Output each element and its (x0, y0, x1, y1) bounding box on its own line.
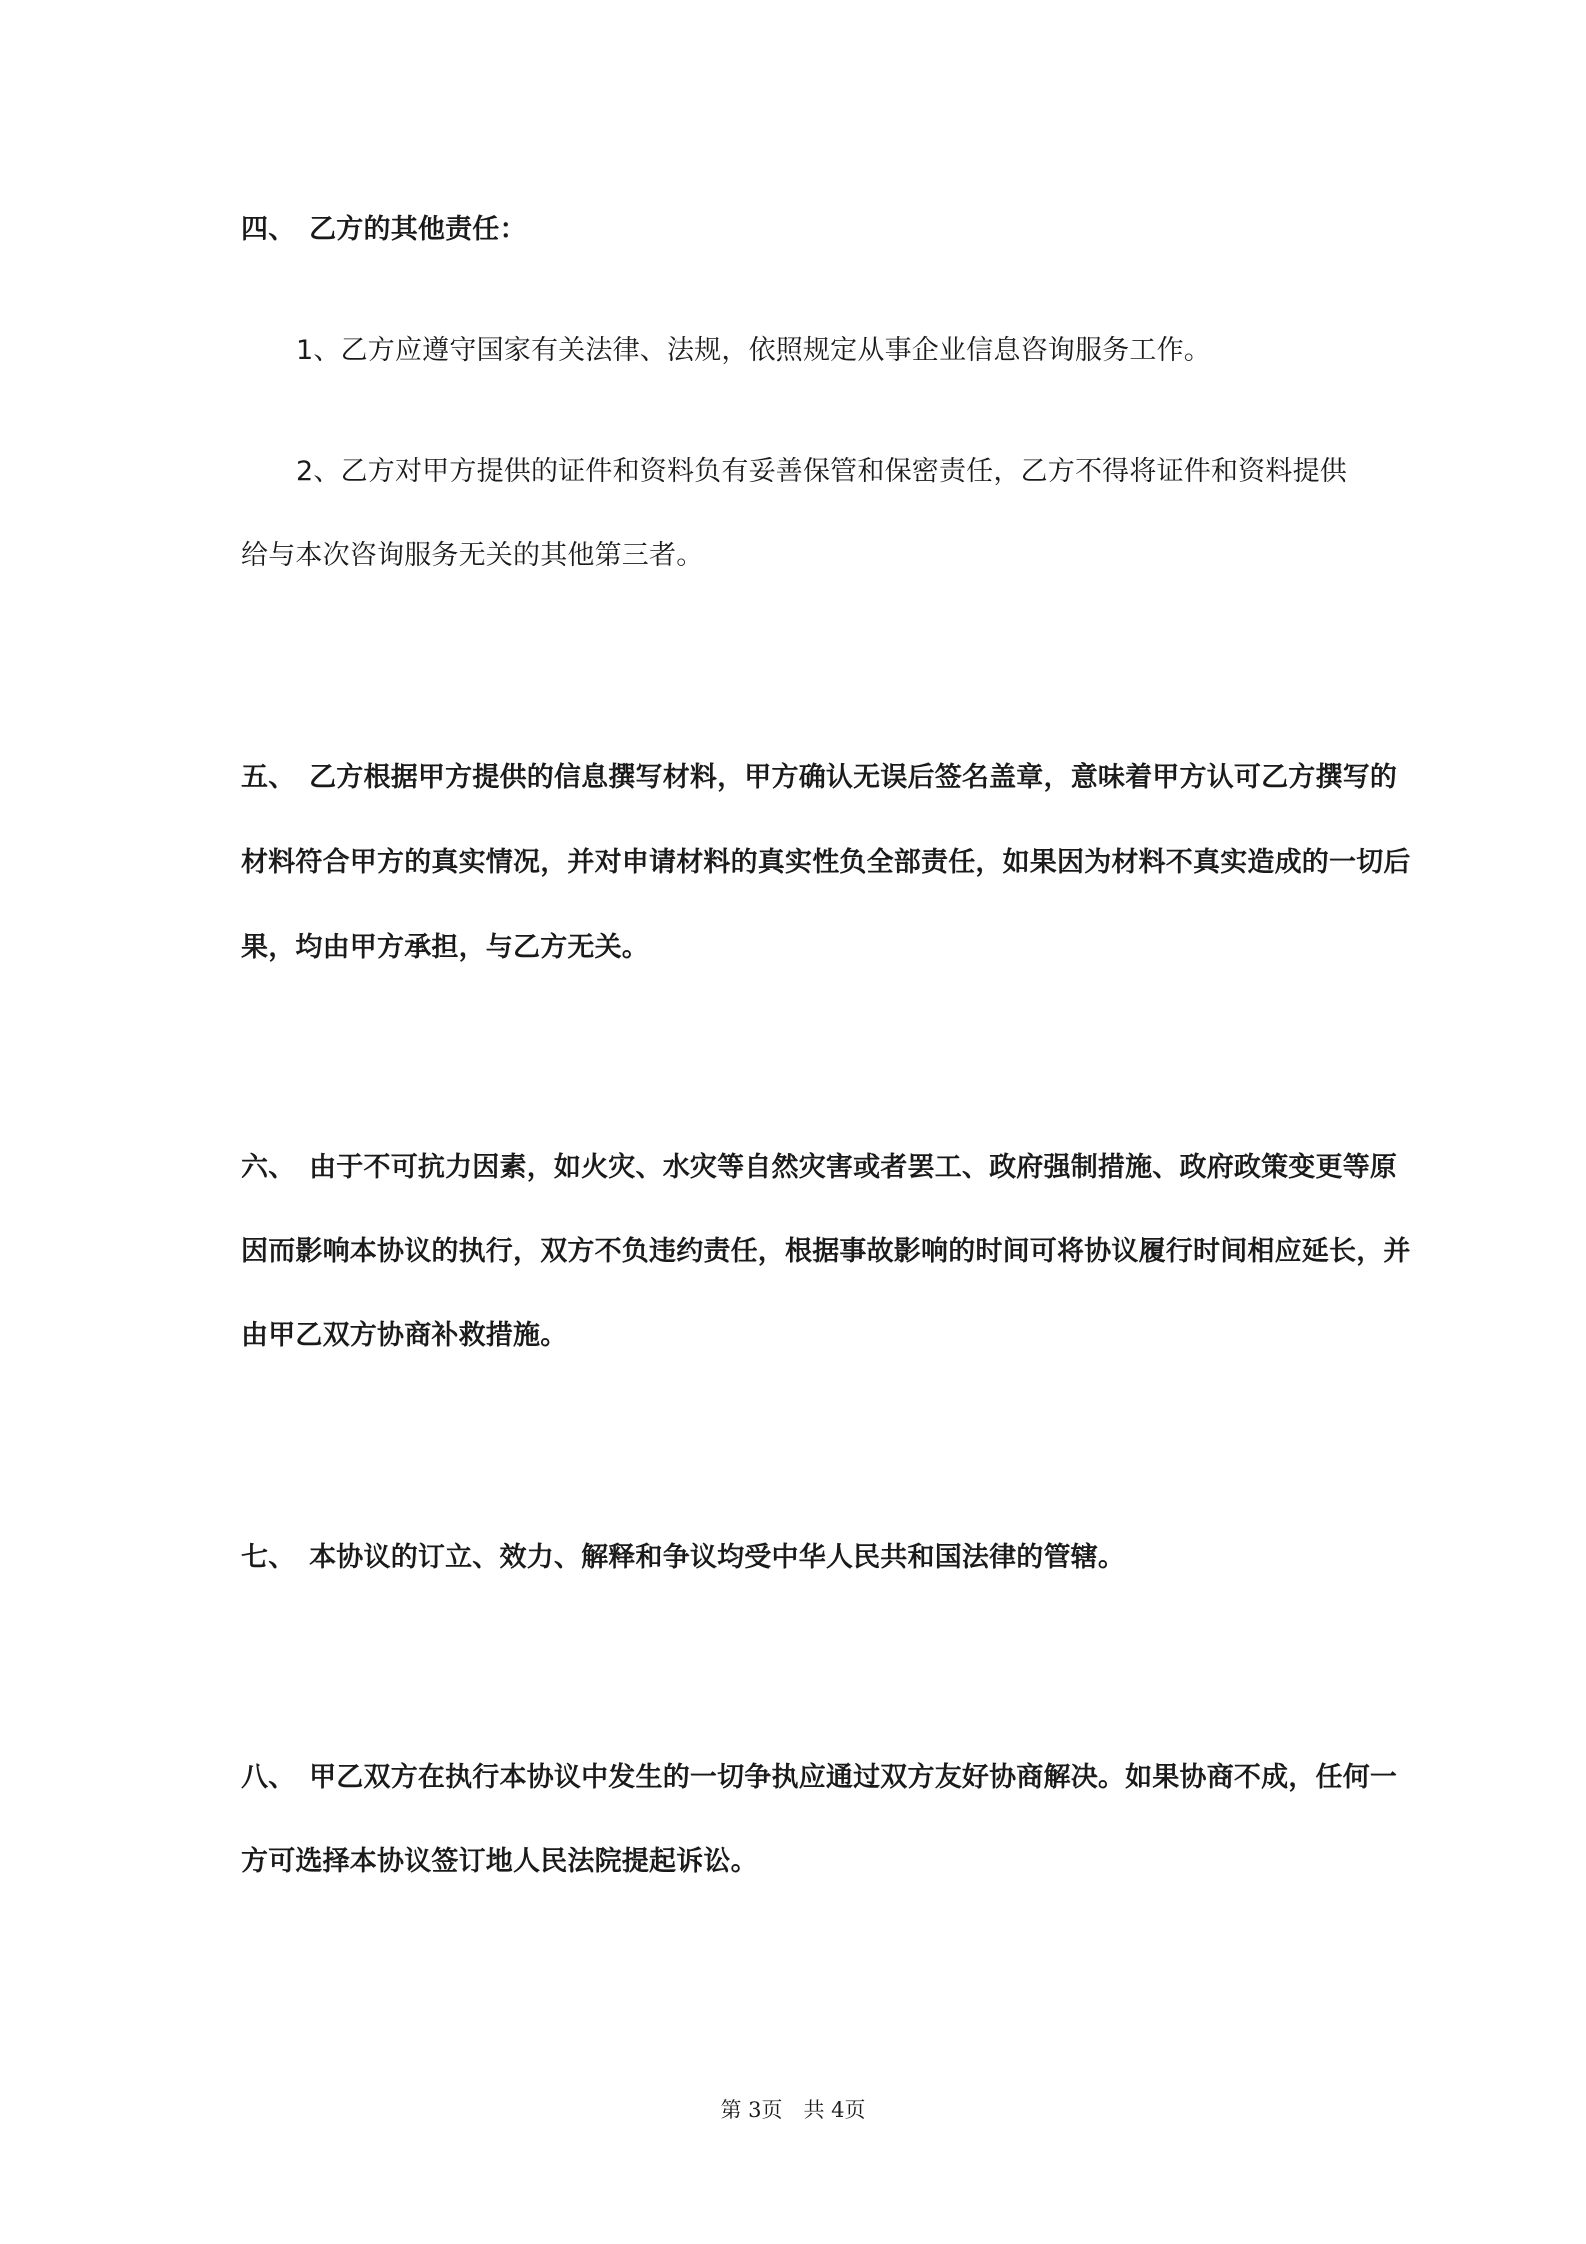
section-6-line-1: 六、 由于不可抗力因素，如火灾、水灾等自然灾害或者罢工、政府强制措施、政府政策变更等原 (241, 1152, 1398, 1183)
section-4-item-1: 1、乙方应遵守国家有关法律、法规，依照规定从事企业信息咨询服务工作。 (296, 335, 1211, 366)
section-4-item-2-line-1: 2、乙方对甲方提供的证件和资料负有妥善保管和保密责任，乙方不得将证件和资料提供 (296, 456, 1347, 487)
section-4-heading: 四、 乙方的其他责任： (241, 214, 527, 245)
section-8-line-2: 方可选择本协议签订地人民法院提起诉讼。 (241, 1846, 758, 1877)
section-6-line-3: 由甲乙双方协商补救措施。 (241, 1320, 568, 1351)
section-8-line-1: 八、 甲乙双方在执行本协议中发生的一切争执应通过双方友好协商解决。如果协商不成，任何一 (241, 1762, 1398, 1793)
section-5-line-1: 五、 乙方根据甲方提供的信息撰写材料，甲方确认无误后签名盖章，意味着甲方认可乙方撰写的 (241, 762, 1398, 793)
section-7-line-1: 七、 本协议的订立、效力、解释和争议均受中华人民共和国法律的管辖。 (241, 1542, 1126, 1573)
section-5-line-3: 果，均由甲方承担，与乙方无关。 (241, 932, 649, 963)
section-5-line-2: 材料符合甲方的真实情况，并对申请材料的真实性负全部责任，如果因为材料不真实造成的一切后 (241, 847, 1411, 878)
page-number: 第 3页 共 4页 (720, 2098, 866, 2122)
section-4-item-2-line-2: 给与本次咨询服务无关的其他第三者。 (241, 540, 704, 571)
section-6-line-2: 因而影响本协议的执行，双方不负违约责任，根据事故影响的时间可将协议履行时间相应延长，并 (241, 1236, 1411, 1267)
